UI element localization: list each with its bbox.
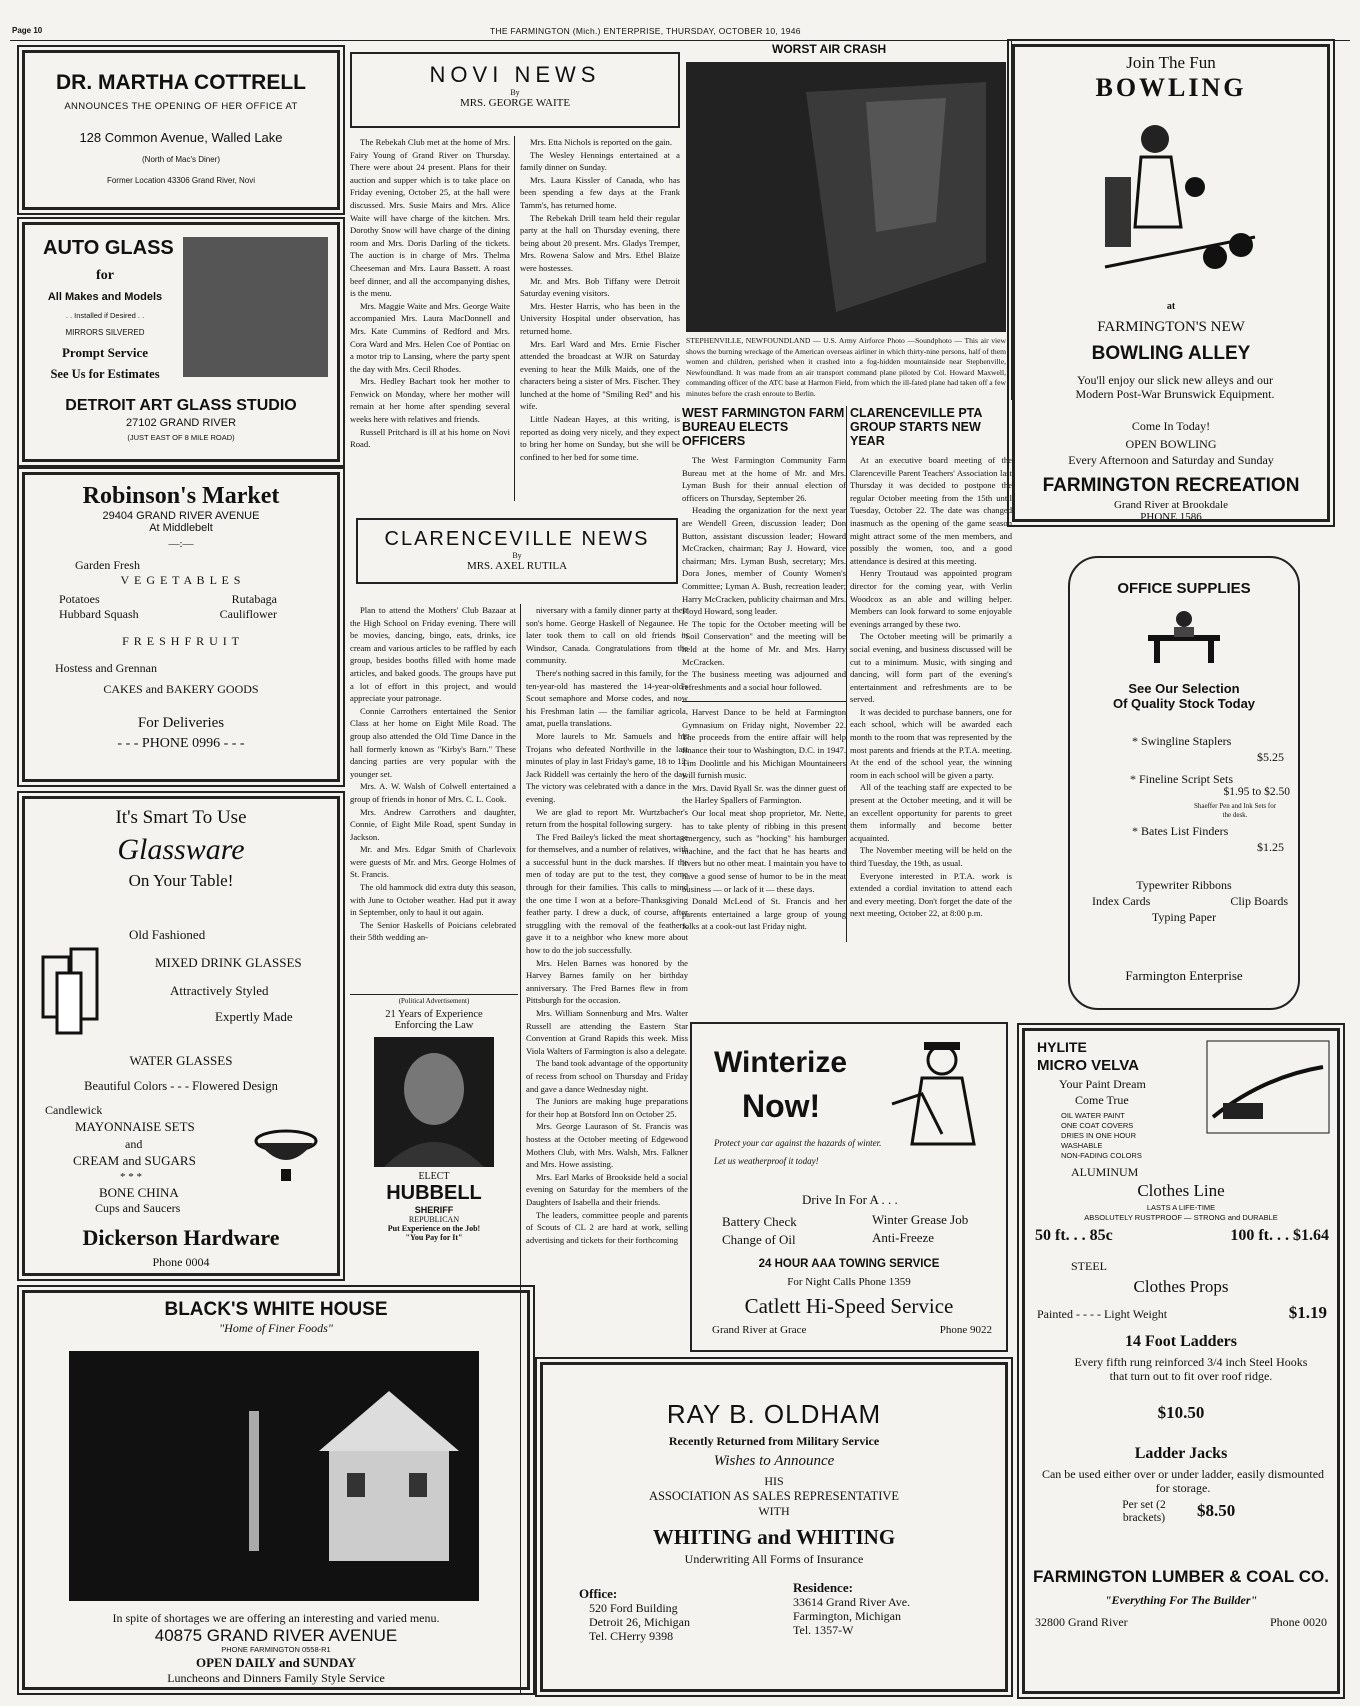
novi-p: Mrs. Maggie Waite and Mrs. George Waite accompanied Mrs. Laura MacDonnell and Mrs. Kate Cummins of Redford and Mrs. Cora Ward and Mrs. Helen Coe of Pontiac on a motor trip to Lansing, where the party spent the day with Mrs. Cecil Rhodes. [350, 300, 510, 374]
glassware-smart: It's Smart To Use [115, 807, 247, 828]
farm-p: Harvest Dance to be held at Farmington Gymnasium on Friday night, November 22. The proceeds from the entire affair will help finance their tour to Washington, D.C. in 1947. Tim Doolittle and his Michigan Mountaineers will furnish music. [682, 707, 846, 781]
clar-p: The Juniors are making huge preparations for their hop at Botsford Inn on October 25. [526, 1096, 688, 1119]
hubbell-name: HUBBELL [386, 1182, 482, 1204]
bowling-new: FARMINGTON'S NEW [1097, 319, 1245, 335]
ad-farmington-lumber [1022, 1028, 1340, 1694]
attendant-illustration [882, 1034, 1000, 1164]
glassware-beautiful: Beautiful Colors - - - Flowered Design [84, 1079, 278, 1093]
robinson-rutabaga: Rutabaga [231, 592, 277, 606]
novi-p: The Wesley Hennings entertained at a family dinner on Sunday. [520, 149, 680, 173]
oldham-assoc: ASSOCIATION AS SALES REPRESENTATIVE [648, 1489, 900, 1503]
glassware-styled: Attractively Styled [170, 983, 269, 998]
robinson-address: 29404 GRAND RIVER AVENUE [102, 510, 260, 522]
page-number: Page 10 [12, 26, 43, 35]
oldham-wishes: Wishes to Announce [713, 1453, 835, 1469]
lumber-lasts: LASTS A LIFE-TIME [1146, 1203, 1216, 1212]
farm-title: WEST FARMINGTON FARM BUREAU ELECTS OFFICERS [682, 406, 845, 448]
oldham-o2: Detroit 26, Michigan [589, 1615, 690, 1629]
robinson-potatoes: Potatoes [59, 592, 100, 606]
lumber-painted: Painted - - - - Light Weight [1037, 1307, 1168, 1321]
lumber-jacks: Ladder Jacks [1134, 1445, 1228, 1462]
oldham-whiting: WHITING and WHITING [652, 1525, 896, 1549]
page-header [10, 22, 1350, 40]
masthead: THE FARMINGTON (Mich.) ENTERPRISE, THURSDAY, OCTOBER 10, 1946 [490, 26, 801, 36]
crash-photo [686, 62, 1006, 332]
lumber-ladder-price: $10.50 [1157, 1403, 1205, 1422]
autoglass-makes: All Makes and Models [47, 291, 163, 303]
clar-col-1 [350, 604, 516, 990]
clar-p: Plan to attend the Mothers' Club Bazaar at the High School on Friday evening. There will be movies, dancing, bingo, eats, drinks, ice cream and various articles to be raffled by each group, besides booths filled with home made articles, and baked goods. The groups have put a lot of effort in this project, and would appreciate your patronage. [350, 605, 516, 704]
hubbell-elect: ELECT [418, 1171, 450, 1182]
novi-p: Mrs. Etta Nichols is reported on the gain. [530, 137, 673, 147]
ad-robinsons [22, 472, 340, 782]
clar-p: The leaders, committee people and parents of Scouts of CL 2 are hard at work, selling advertising and tickets for their forthcoming [526, 1209, 688, 1245]
lumber-clothesline: Clothes Line [1137, 1181, 1225, 1200]
office-paper: Typing Paper [1151, 910, 1217, 924]
hubbell-put: Put Experience on the Job! [387, 1224, 481, 1233]
autoglass-prompt: Prompt Service [61, 345, 149, 360]
lumber-ladders: 14 Foot Ladders [1125, 1333, 1237, 1350]
glassware-cups: Cups and Saucers [95, 1201, 181, 1215]
lumber-jack-text: Can be used either over or under ladder, easily dismounted for storage. [1041, 1467, 1325, 1495]
novi-p: Mr. and Mrs. Bob Tiffany were Detroit Saturday evening visitors. [520, 275, 680, 299]
blacks-address: 40875 GRAND RIVER AVENUE [154, 1626, 398, 1645]
column-rule [514, 136, 515, 501]
office-price-2: $1.95 to $2.50 [1223, 786, 1290, 798]
bowling-recreation: FARMINGTON RECREATION [1042, 475, 1300, 496]
lumber-rustproof: ABSOLUTELY RUSTPROOF — STRONG and DURABLE [1084, 1213, 1278, 1222]
autoglass-for: for [96, 268, 114, 283]
novi-title: NOVI NEWS [429, 62, 601, 87]
lumber-true: Come True [1075, 1093, 1129, 1107]
blacks-lunch: Luncheons and Dinners Family Style Service [167, 1671, 385, 1685]
clar-p: The old hammock did extra duty this season, with June to October weather. Had put it away in September, only to haul it out again. [350, 882, 516, 918]
glassware-dickerson: Dickerson Hardware [82, 1225, 280, 1250]
oldham-r2: Farmington, Michigan [793, 1609, 901, 1623]
office-item-2-note: Shaeffer Pen and Ink Sets for the desk. [1193, 802, 1277, 819]
bowling-phone: PHONE 1586 [1140, 511, 1202, 522]
lumber-feature: NON-FADING COLORS [1061, 1151, 1142, 1160]
glassware-table: On Your Table! [128, 871, 234, 890]
cottrell-note: (North of Mac's Diner) [142, 155, 220, 164]
novi-p: The Rebekah Drill team held their regular party at the hall on Thursday evening, there being about 20 present. Mrs. Gladys Tremper, Mrs. Rowena Salow and Mrs. Ethel Blaize were hostesses. [520, 212, 680, 273]
robinson-at: At Middlebelt [149, 522, 213, 534]
lumber-feature: OIL WATER PAINT [1061, 1111, 1125, 1120]
glassware-mayo: MAYONNAISE SETS [75, 1119, 195, 1134]
crash-caption: STEPHENVILLE, NEWFOUNDLAND — U.S. Army Airforce Photo —Soundphoto — This air view shows the burning wreckage of the American overseas airliner in which thirty-nine persons, half of them women and children, perished when it crashed into a fog-hidden mountainside near Stephenville, Newfoundland. It was made from an air transport command plane piloted by Col. Howard Maxwell, commanding officer of the ATC base at Harmon Field, from which the ill-fated plane had taken off a few minutes before the crash enroute to Berlin. [686, 336, 1006, 398]
novi-col-2 [520, 136, 680, 504]
bowling-at: at [1166, 301, 1176, 312]
lumber-props: Clothes Props [1133, 1277, 1229, 1296]
glassware-cream: CREAM and SUGARS [73, 1153, 196, 1168]
clar-p: Mrs. Earl Marks of Brookside held a social evening on Saturday for the members of the Daughters of Isabella and their friends. [526, 1171, 688, 1207]
oldham-r1: 33614 Grand River Ave. [793, 1595, 911, 1609]
lumber-feature: WASHABLE [1061, 1141, 1103, 1150]
glassware-candlewick: Candlewick [45, 1103, 103, 1117]
desk-illustration [1144, 605, 1224, 665]
office-see: See Our Selection [1128, 681, 1240, 696]
novi-p: Little Nadean Hayes, at this writing, is reported as doing very nicely, and they expect to bring her home on Sunday, but she will be confined to her bed for some time. [520, 414, 680, 462]
pta-p: Everyone interested in P.T.A. work is extended a cordial invitation to attend each and every meeting. Don't forget the date of the next meeting, October 22, at 8:00 p.m. [850, 870, 1012, 919]
pta-p: Henry Troutaud was appointed program director for the coming year, with Verlin Woodcox as an able and willing helper. Members can look forward to some enjoyable evenings arranged by these two. [850, 568, 1012, 629]
oldham-residence: Residence: [793, 1580, 853, 1595]
cottrell-announce: ANNOUNCES THE OPENING OF HER OFFICE AT [64, 101, 298, 112]
robinson-fruit: F R E S H F R U I T [122, 634, 240, 648]
office-item-3: * Bates List Finders [1132, 824, 1229, 838]
farm-bureau-story [682, 406, 846, 948]
lumber-feature: ONE COAT COVERS [1061, 1121, 1134, 1130]
bowling-every: Every Afternoon and Saturday and Sunday [1068, 453, 1274, 467]
lumber-company: FARMINGTON LUMBER & COAL CO. [1033, 1567, 1329, 1586]
robinson-phone: - - - PHONE 0996 - - - [117, 736, 245, 751]
robinson-garden: Garden Fresh [75, 558, 140, 572]
clar-p: The Fred Bailey's licked the meat shortage for themselves, and a number of relatives, with a successful hunt in the duck marshes. If the men of today are put to the test, they come through for their families. This calls to mind the one time I won at a before-Thanksgiving feather party. I drew a duck, of course, after struggling with the removal of the feathers, gave it to a neighbor who knew more about how to do the job successfully. [526, 831, 688, 956]
farm-p: The topic for the October meeting will be "Soil Conservation" and the meeting will be held at the home of Mr. and Mrs. Harry McCracken. [682, 618, 846, 667]
robinson-deliveries: For Deliveries [137, 715, 225, 731]
winterize-catlett: Catlett Hi-Speed Service [744, 1294, 954, 1318]
glassware-expert: Expertly Made [215, 1009, 293, 1024]
lumber-hylite: HYLITE [1037, 1039, 1087, 1055]
glassware-old: Old Fashioned [129, 927, 206, 942]
bowling-title: BOWLING [1095, 73, 1247, 102]
office-title: OFFICE SUPPLIES [1117, 580, 1251, 597]
ad-bowling [1012, 44, 1330, 522]
office-price-1: $5.25 [1257, 750, 1284, 764]
column-rule [520, 604, 521, 1694]
winterize-protect: Protect your car against the hazards of winter. Let us weatherproof it today! [714, 1138, 882, 1166]
office-price-3: $1.25 [1257, 840, 1284, 854]
clar-p: niversary with a family dinner party at their son's home. George Haskell of Negaunee. He later took them to call on old friends in Windsor, Canada. Congratulations from the community. [526, 605, 688, 666]
autoglass-mirrors: MIRRORS SILVERED [65, 328, 145, 337]
hubbell-enforcing: Enforcing the Law [394, 1020, 474, 1031]
glassware-china: BONE CHINA [99, 1185, 179, 1200]
pta-p: All of the teaching staff are expected to be present at the October meeting, and it will be an excellent opportunity for parents to greet them informally and become better acquainted. [850, 782, 1012, 843]
winterize-title: Winterize [714, 1046, 848, 1079]
novi-news-header [350, 52, 680, 128]
cottrell-address: 128 Common Avenue, Walled Lake [79, 130, 283, 145]
oldham-with: WITH [758, 1504, 790, 1518]
autoglass-note: (JUST EAST OF 8 MILE ROAD) [127, 433, 235, 442]
lumber-address: 32800 Grand River [1035, 1615, 1128, 1629]
clar-p: More laurels to Mr. Samuels and his Trojans who defeated Northville in the last minutes of play in last Friday's game, 18 to 12. Jack Riddell was certainly the hero of the day. The victory was celebrated with a dance in the evening. [526, 730, 688, 804]
farm-p: Donald McLeod of St. Francis and her parents entertained a large group of young folks at a cook-out last Friday night. [682, 896, 846, 932]
autoglass-see: See Us for Estimates [50, 367, 160, 381]
clar-p: The band took advantage of the opportunity of recess from school on Thursday and Friday and gave a dance Wednesday night. [526, 1058, 688, 1094]
autoglass-address: 27102 GRAND RIVER [125, 417, 237, 429]
office-item-1: * Swingline Staplers [1132, 734, 1232, 748]
winterize-tow: 24 HOUR AAA TOWING SERVICE [758, 1258, 940, 1270]
clar-p: The Senior Haskells of Poicians celebrated their 58th wedding an- [350, 919, 516, 943]
lumber-ladder-text: Every fifth rung reinforced 3/4 inch Steel Hooks that turn out to fit over roof ridge. [1074, 1355, 1308, 1383]
hubbell-photo [374, 1037, 494, 1167]
novi-p: Mrs. Laura Kissler of Canada, who has been spending a few days at the Frank Tamm's, has returned home. [520, 174, 680, 210]
novi-p: Mrs. Earl Ward and Mrs. Ernie Fischer attended the broadcast at WJR on Saturday evening to hear the Milk Maids, one of the characters being a sister of Mrs. Fischer. They lunched at the home of "Smiling Red" and his wife. [520, 338, 680, 412]
bowling-join: Join The Fun [1126, 53, 1216, 72]
clar-p: Mrs. Helen Barnes was honored by the Harvey Barnes family on her birthday anniversary. The Fred Barnes flew in from Pittsburgh for the occasion. [526, 957, 688, 1006]
robinson-cakes: CAKES and BAKERY GOODS [103, 682, 259, 696]
farm-p: Our local meat shop proprietor, Mr. Nette, has to take plenty of ribbing in this present emergency, such as "hocking" his hamburger machine, and the fact that he has hearts and livers but no other meat. I maintain you have to have a good sense of humor to be in the meat business — or lack of it — these days. [682, 808, 846, 894]
glassware-mixed: MIXED DRINK GLASSES [155, 955, 302, 970]
pta-story [850, 406, 1012, 948]
robinson-cauliflower: Cauliflower [219, 607, 277, 621]
novi-p: Mrs. Hedley Bachart took her mother to Fenwick on Monday, where her mother will remain at her home after spending several weeks here with relatives and friends. [350, 376, 510, 425]
clar-p: Mrs. George Laurason of St. Francis was hostess at the October meeting of Edgewood Mothers Club, with Mrs. Walsh, Mrs. Falkner and Mrs. Howe assisting. [526, 1121, 688, 1170]
autoglass-installed: . . Installed if Desired . . [65, 311, 145, 320]
clar-news-header [356, 518, 678, 584]
ad-glassware [22, 796, 340, 1276]
winterize-grease: Winter Grease Job [872, 1212, 969, 1227]
car-photo [183, 237, 328, 377]
autoglass-title: AUTO GLASS [43, 237, 174, 259]
novi-p: Mrs. Hester Harris, who has been in the University Hospital under observation, has returned home. [520, 300, 680, 336]
blacks-open: OPEN DAILY and SUNDAY [195, 1655, 357, 1670]
ad-oldham [540, 1362, 1008, 1692]
lumber-prop-price: $1.19 [1288, 1303, 1327, 1322]
robinson-divider: —:— [168, 538, 194, 550]
blacks-spite: In spite of shortages we are offering an interesting and varied menu. [112, 1611, 440, 1625]
bowling-enjoy: You'll enjoy our slick new alleys and our Modern Post-War Brunswick Equipment. [1075, 373, 1275, 401]
hubbell-republican: REPUBLICAN [408, 1215, 460, 1224]
hubbell-sheriff: SHERIFF [414, 1205, 454, 1215]
ad-blacks-white-house [22, 1290, 530, 1690]
clar-p: We are glad to report Mr. Wurtzbacher's return from the hospital following surgery. [526, 806, 688, 830]
ad-winterize [690, 1022, 1008, 1352]
office-clip: Clip Boards [1230, 894, 1288, 908]
pta-p: The November meeting will be held on the third Tuesday, the 19th, as usual. [850, 845, 1012, 868]
glasses-icon [39, 939, 109, 1039]
lumber-steel: STEEL [1071, 1259, 1107, 1273]
novi-col-1 [350, 136, 510, 504]
clar-p: Mr. and Mrs. Edgar Smith of Charlevoix were guests of Mr. and Mrs. George Holmes of St. Francis. [350, 844, 516, 880]
clar-col-2 [526, 604, 688, 1360]
farm-p: The business meeting was adjourned and refreshments and a social hour followed. [682, 669, 846, 692]
hubbell-political: (Political Advertisement) [398, 997, 470, 1005]
robinson-hubbard: Hubbard Squash [59, 607, 139, 621]
clar-author: MRS. AXEL RUTILA [466, 560, 568, 572]
novi-by: By [510, 88, 520, 97]
blacks-title: BLACK'S WHITE HOUSE [164, 1299, 388, 1320]
oldham-name: RAY B. OLDHAM [666, 1399, 882, 1429]
clar-p: Mrs. William Sonnenburg and Mrs. Walter Russell are attending the Eastern Star Convention at Grand Rapids this week. Miss Viola Walters of Farmington is also a delegate. [526, 1008, 688, 1056]
header-rule [10, 40, 1350, 41]
ad-office-supplies [1068, 556, 1300, 1010]
crash-title: WORST AIR CRASH [772, 42, 887, 56]
novi-p: Russell Pritchard is ill at his home on Novi Road. [350, 426, 510, 450]
oldham-office: Office: [579, 1586, 618, 1601]
pta-p: At an executive board meeting of the Clarenceville Parent Teachers' Association last Thursday it was decided to postpone the regular October meeting from the 15th until Tuesday, October 22. The date was changed inasmuch as the opening of the game season might attract some of the men members, and possibly the women, too, and a good attendance is desired at this meeting. [850, 455, 1012, 566]
glassware-water: WATER GLASSES [129, 1053, 233, 1068]
oldham-o3: Tel. CHerry 9398 [589, 1629, 674, 1643]
clar-p: Mrs. A. W. Walsh of Colwell entertained a group of friends in honor of Mrs. C. L. Cook. [350, 781, 516, 804]
winterize-night: For Night Calls Phone 1359 [787, 1276, 911, 1288]
ad-hubbell [350, 994, 518, 1286]
winterize-phone: Phone 9022 [939, 1324, 992, 1336]
lumber-50ft: 50 ft. . . 85c [1035, 1227, 1113, 1244]
bowling-grand: Grand River at Brookdale [1114, 499, 1228, 511]
hubbell-pay: "You Pay for It" [405, 1233, 463, 1242]
blacks-sub: "Home of Finer Foods" [219, 1321, 333, 1335]
lumber-phone: Phone 0020 [1270, 1615, 1327, 1629]
winterize-now: Now! [742, 1088, 821, 1124]
oldham-o1: 520 Ford Building [589, 1601, 678, 1615]
glassware-and: and [125, 1137, 143, 1151]
farm-p: Heading the organization for the next year are Wendell Green, discussion leader; Don Button, assistant discussion leader; Howard McCracken, chairman; Ray J. Howard, vice chairman; Mrs. Lyman Bush, secretary; Mrs. Dora Jones, member of County Women's Committee; Lyman A. Bush, recreation leader; Harry McCracken, publicity chairman and Mrs. Floyd Howard, song leader. [682, 505, 846, 617]
lumber-aluminum: ALUMINUM [1071, 1165, 1139, 1179]
clar-by: By [512, 551, 522, 560]
oldham-under: Underwriting All Forms of Insurance [684, 1552, 864, 1566]
winterize-anti: Anti-Freeze [872, 1230, 935, 1245]
robinson-veg: V E G E T A B L E S [120, 573, 242, 587]
winterize-drive: Drive In For A . . . [802, 1192, 898, 1207]
office-item-2: * Fineline Script Sets [1130, 772, 1233, 786]
lumber-everything: "Everything For The Builder" [1104, 1593, 1258, 1607]
oldham-returned: Recently Returned from Military Service [668, 1434, 880, 1448]
farm-p: The West Farmington Community Farm Bureau met at the home of Mr. and Mrs. Lyman Bush for their annual election of officers on Thursday, September 26. [682, 455, 846, 503]
ad-auto-glass [22, 222, 340, 462]
lumber-per-set: Per set (2 brackets) [1122, 1499, 1166, 1524]
blacks-phone: PHONE FARMINGTON 0558-R1 [221, 1645, 331, 1654]
farm-p: Mrs. David Ryall Sr. was the dinner guest of the Harley Spallers of Farmington. [682, 782, 846, 806]
robinson-hostess: Hostess and Grennan [55, 661, 157, 675]
lumber-100ft: 100 ft. . . $1.64 [1230, 1227, 1329, 1244]
clar-title: CLARENCEVILLE NEWS [384, 528, 650, 550]
lumber-jack-price: $8.50 [1197, 1501, 1236, 1520]
novi-author: MRS. GEORGE WAITE [459, 97, 571, 109]
winterize-oil: Change of Oil [722, 1232, 796, 1247]
office-ribbons: Typewriter Ribbons [1136, 878, 1232, 892]
cottrell-former: Former Location 43306 Grand River, Novi [106, 176, 256, 185]
pta-p: The October meeting will be primarily a social evening, and business discussed will be cut to a minimum. Music, with singing and dancing, will form part of the evening's entertainment and refreshments are to be served. [850, 631, 1012, 705]
crash-story [682, 40, 1012, 400]
office-quality: Of Quality Stock Today [1112, 696, 1256, 711]
bowling-come: Come In Today! [1131, 419, 1211, 433]
pta-p: It was decided to purchase banners, one for each school, which will be awarded each month to the room that was represented by the most parents and friends at the P.T.A. meeting. At the end of the school year, the winning room in each school will be given a party. [850, 706, 1012, 780]
glassware-phone: Phone 0004 [152, 1255, 210, 1269]
hubbell-years: 21 Years of Experience [385, 1009, 483, 1020]
pta-title: CLARENCEVILLE PTA GROUP STARTS NEW YEAR [850, 406, 982, 448]
cottrell-name: DR. MARTHA COTTRELL [55, 71, 307, 94]
winterize-grand: Grand River at Grace [712, 1324, 807, 1336]
robinson-title: Robinson's Market [82, 483, 280, 509]
clar-p: Connie Carrothers entertained the Senior Class at her home on Eight Mile Road. The group also attended the Old Time Dance in the hall formerly known as "Kirby's Barn." These dancing parties are very popular with the younger set. [350, 705, 516, 779]
bowling-open: OPEN BOWLING [1125, 437, 1217, 451]
ad-cottrell [22, 50, 340, 210]
paint-hand-illustration [1203, 1037, 1333, 1137]
glassware-stars: * * * [120, 1171, 142, 1183]
column-rule [846, 406, 847, 942]
novi-p: The Rebekah Club met at the home of Mrs. Fairy Young of Grand River on Thursday. There were about 24 present. Plans for their auction and supper which is to take place on Friday evening, October 25, at the hall were discussed. Mrs. Susie Mairs and Mrs. Alice Waite will have charge of the kitchen. Mrs. Dorothy Snow will have charge of the dining room and Mrs. Doris Darling of the tickets. The auction is in charge of Mrs. Thelma Cheeseman and Mrs. Laura Bassett. A roast beef dinner, and all the accompanying dishes, is the menu. [350, 137, 510, 299]
autoglass-studio: DETROIT ART GLASS STUDIO [65, 397, 297, 414]
lumber-micro: MICRO VELVA [1037, 1057, 1139, 1074]
office-enterprise: Farmington Enterprise [1125, 968, 1243, 983]
bowler-illustration [1085, 117, 1265, 297]
glassware-title: Glassware [117, 833, 245, 866]
winterize-battery: Battery Check [722, 1214, 797, 1229]
lumber-dream: Your Paint Dream [1059, 1077, 1146, 1091]
clar-p: There's nothing sacred in this family, for the ten-year-old has mastered the 14-year-old's Scout semaphore and Morse codes, and now his Freshman latin — the familiar agricola, amat, puella translations. [526, 667, 688, 729]
office-index: Index Cards [1092, 894, 1151, 908]
lumber-feature: DRIES IN ONE HOUR [1061, 1131, 1137, 1140]
clar-p: Mrs. Andrew Carrothers and daughter, Connie, of Eight Mile Road, spent Sunday in Jackson. [350, 806, 516, 842]
oldham-r3: Tel. 1357-W [793, 1623, 854, 1637]
house-photo [69, 1351, 479, 1601]
oldham-his: HIS [764, 1474, 784, 1488]
bowl-icon [251, 1117, 321, 1187]
bowling-alley: BOWLING ALLEY [1091, 343, 1251, 364]
